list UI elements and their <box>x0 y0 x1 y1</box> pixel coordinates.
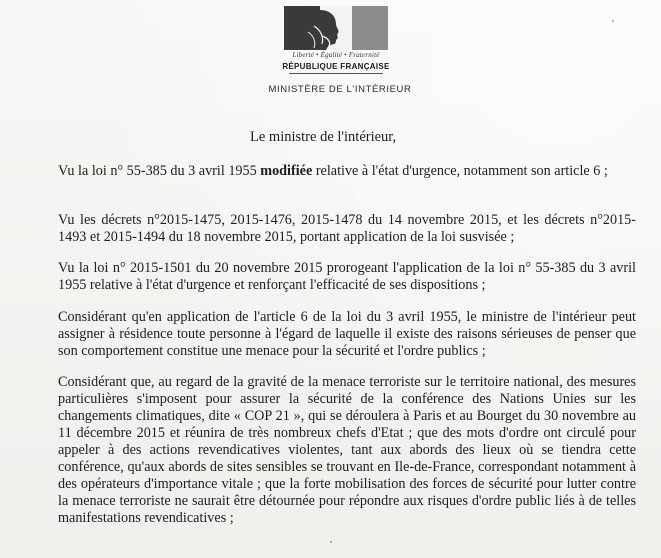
header-divider <box>289 73 383 74</box>
minister-heading: Le ministre de l'intérieur, <box>250 129 397 145</box>
paragraph-1-text-b: relative à l'état d'urgence, notamment son article 6 ; <box>312 163 608 179</box>
paragraph-1 <box>58 163 636 180</box>
republic-motto: Liberté • Égalité • Fraternité <box>292 51 380 59</box>
paragraph-2: Vu les décrets n°2015-1475, 2015-1476, 2015-1478 du 14 novembre 2015, et les décrets n°2015-1493 et 2015-1494 du 18 novembre 2015, portant application de la loi susvisée ; <box>58 212 636 245</box>
scan-speck <box>612 20 614 22</box>
paragraph-1-bold: modifiée <box>260 163 313 179</box>
paragraph-1-text-a: Vu la loi n° 55-385 du 3 avril 1955 <box>58 163 261 179</box>
ministry-title: MINISTÈRE DE L'INTÉRIEUR <box>268 84 412 95</box>
paragraph-3: Vu la loi n° 2015-1501 du 20 novembre 2015 prorogeant l'application de la loi n° 55-385 du 3 avril 1955 relative à l'état d'urgence et renforçant l'efficacité de ses dispositions ; <box>58 260 636 293</box>
paragraph-5: Considérant que, au regard de la gravité de la menace terroriste sur le territoire national, des mesures particulières s'imposent pour assurer la sécurité de la conférence des Nations Unies sur les changements climatiques, dite « COP 21 », qui se déroulera à Paris et au Bourget du 30 novembre au 11 décembre 2015 et réunira de très nombreux chefs d'Etat ; que des mots d'ordre ont circulé pour appeler à des actions revendicatives violentes, tant aux abords des lieux où se tiendra cette conférence, qu'aux abords de sites sensibles se trouvant en Ile-de-France, correspondant notamment à des opérateurs d'importance vitale ; que la forte mobilisation des forces de sécurité pour lutter contre la menace terroriste ne saurait être détournée pour répondre aux risques d'ordre public liés à de telles manifestations revendicatives ; <box>58 374 636 526</box>
paragraph-4: Considérant qu'en application de l'article 6 de la loi du 3 avril 1955, le ministre de l'intérieur peut assigner à résidence toute personne à l'égard de laquelle il existe des raisons sérieuses de penser que son comportement constitue une menace pour la sécurité et l'ordre publics ; <box>58 309 636 359</box>
marianne-emblem-icon <box>284 6 388 50</box>
republic-name: RÉPUBLIQUE FRANÇAISE <box>282 62 390 71</box>
scan-speck <box>330 541 332 543</box>
